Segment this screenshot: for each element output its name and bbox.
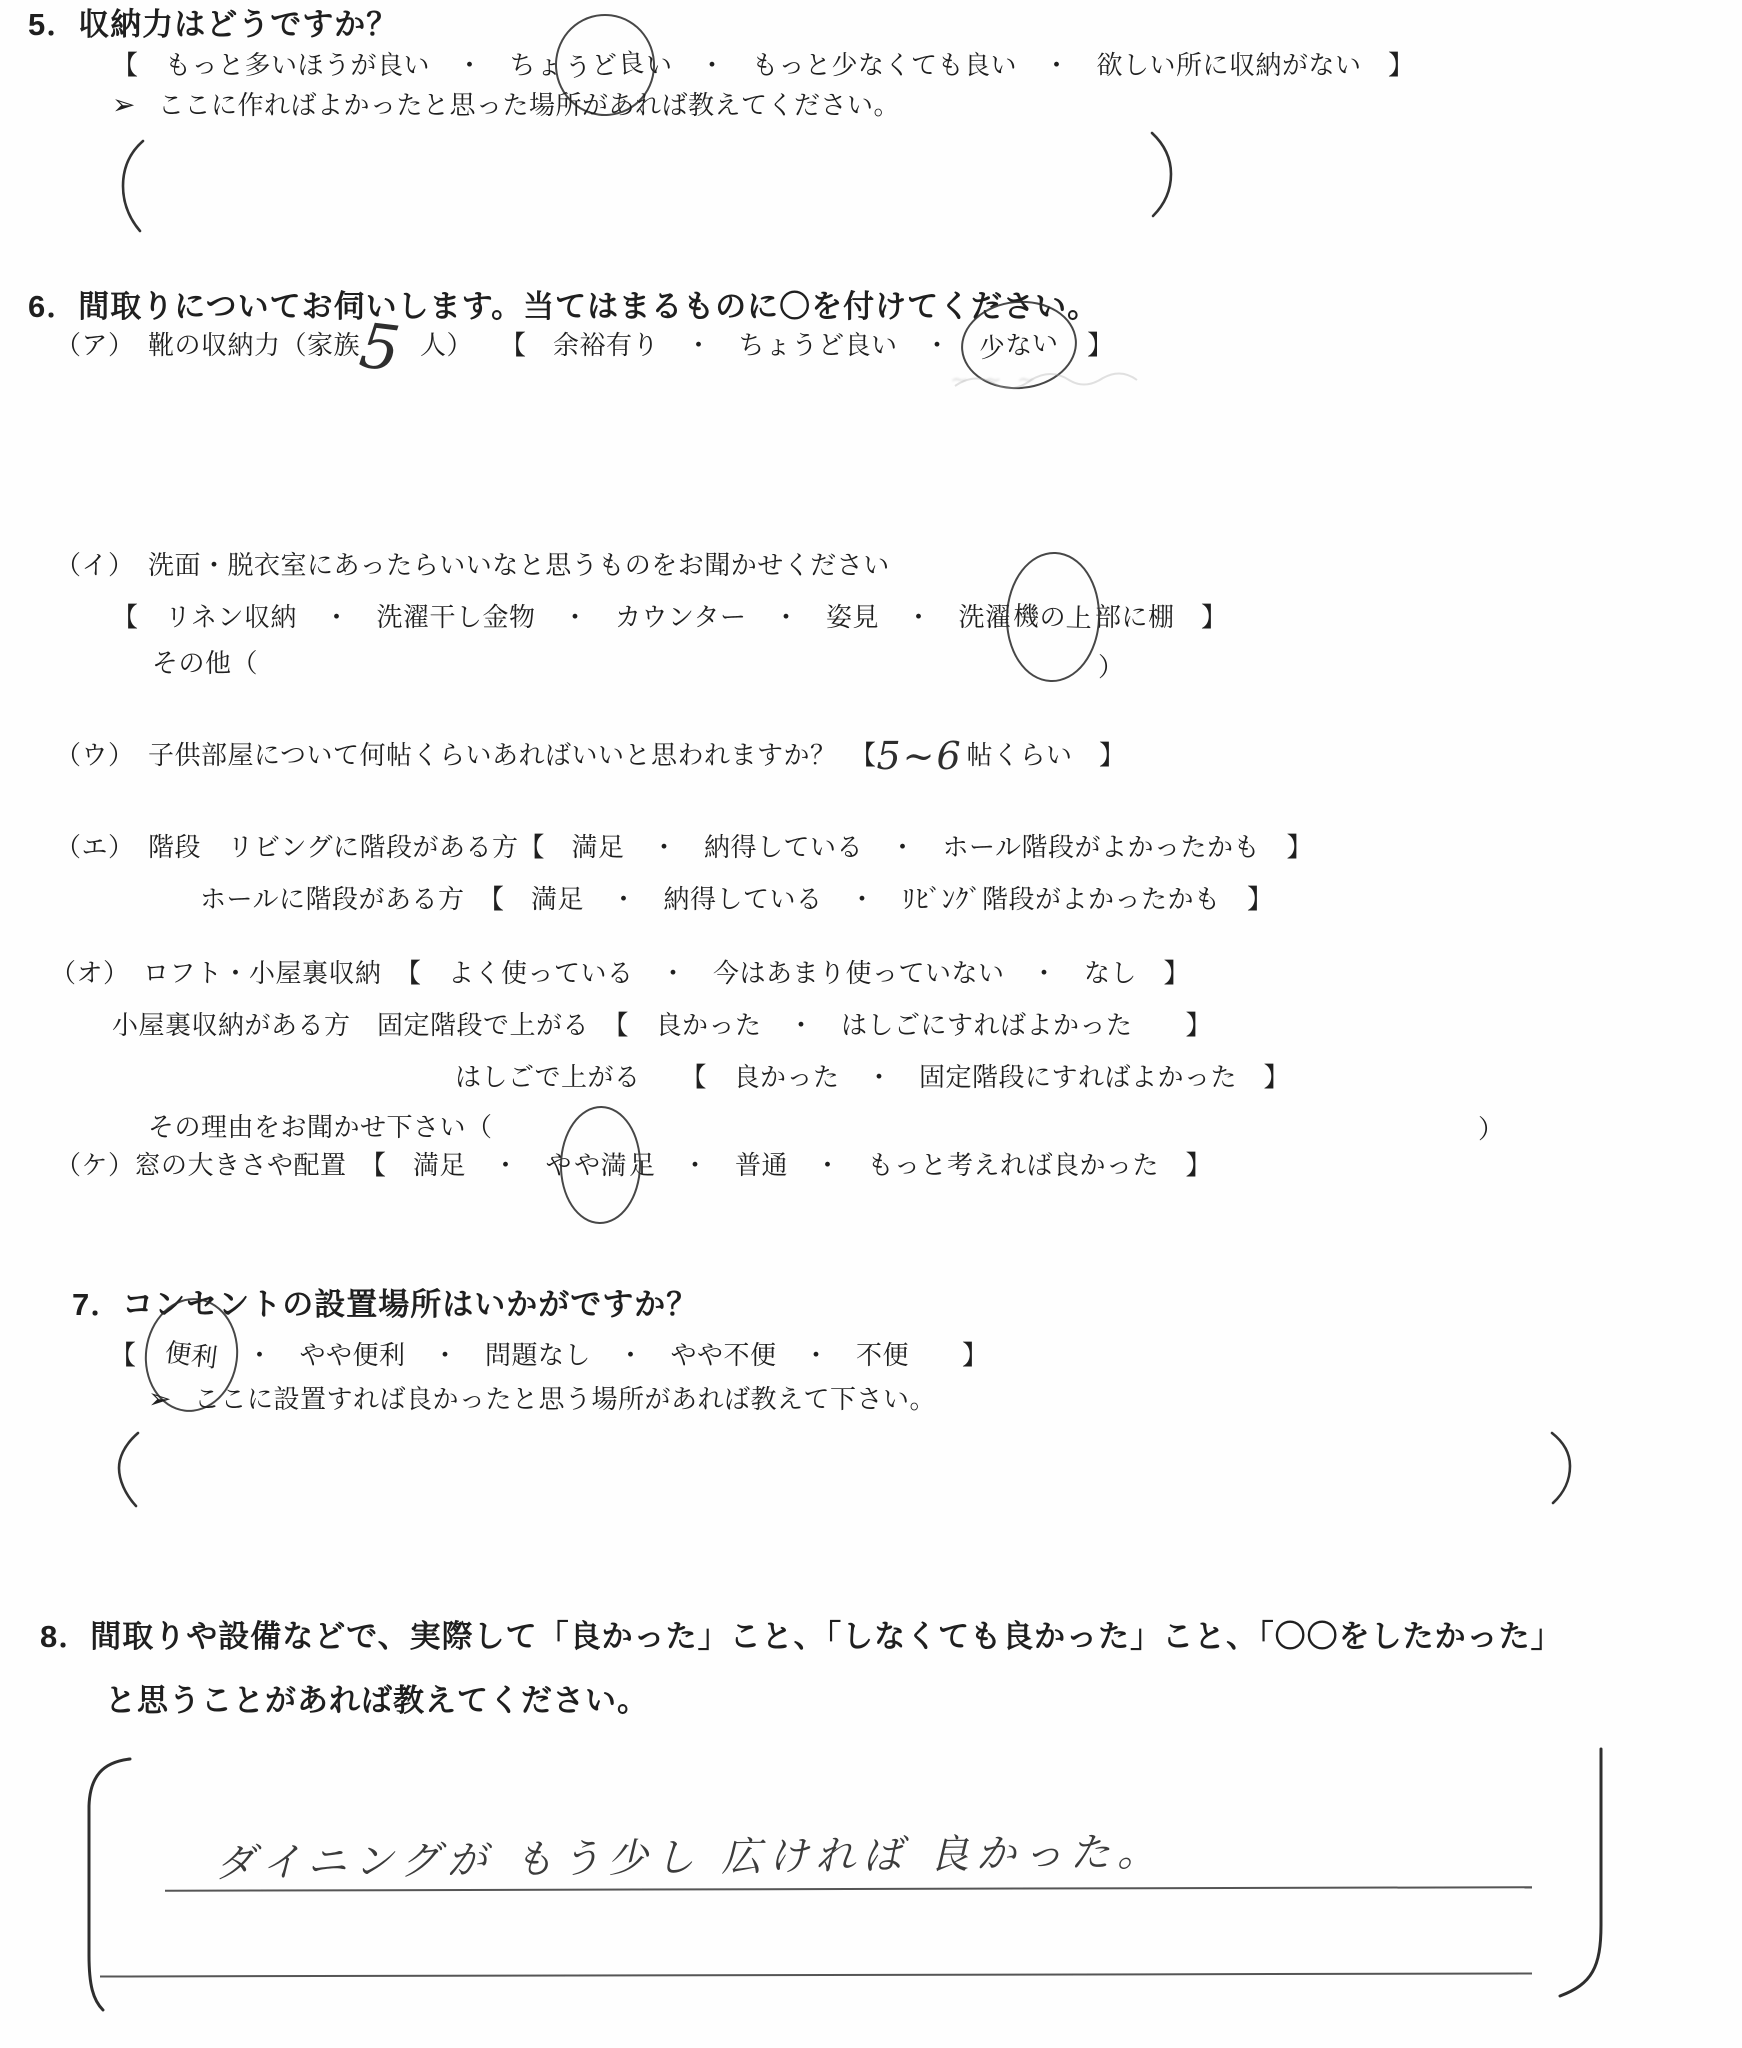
pencil-smudge: ~ ~ ~ [950,368,1040,393]
q5-options-before: 【 もっと多いほうが良い ・ ちょ [112,50,563,80]
q6ke-circle-annotation: や満 [559,1105,642,1224]
q6a-label-before: （ア） 靴の収納力（家族 [55,330,361,360]
question-6o-line2: 小屋裏収納がある方 固定階段で上がる 【 良かった ・ はしごにすればよかった 】 [112,1010,1213,1040]
question-6o-reason-close: ） [1478,1114,1505,1144]
arrow-icon: ➢ [112,89,136,120]
q7-options-before: 【 [110,1340,164,1370]
question-5-title: 5．収納力はどうですか？ [28,7,399,42]
question-8-title-line2: と思うことがあれば教えてください。 [105,1683,649,1718]
question-6o-line1: （オ） ロフト・小屋裏収納 【 よく使っている ・ 今はあまり使っていない ・ なし 】 [50,958,1191,988]
handwritten-answer: ダイニングが もう少し 広ければ 良かった。 [214,1829,1165,1887]
question-6o-line3: はしごで上がる 【 良かった ・ 固定階段にすればよかった 】 [455,1062,1291,1092]
q7-followup-text: ここに設置すれば良かったと思う場所があれば教えて下さい。 [193,1384,936,1414]
answer-bracket-left-q8 [89,1759,130,2010]
q6u-label-before: （ウ） 子供部屋について何帖くらいあればいいと思われますか？ 【 [55,740,877,770]
answer-bracket-right-q8 [1560,1749,1601,1996]
q6a-options-after: 】 [1060,330,1114,360]
question-5-options [112,46,1415,84]
question-7-title: 7．コンセントの設置場所はいかがですか？ [72,1287,699,1322]
handwritten-family-count: 5 [355,308,405,386]
answer-ruled-line [165,1886,1532,1892]
question-7-options [110,1336,989,1374]
question-6ke-row [55,1146,1212,1184]
q5-circle-annotation: うど良 [551,11,657,120]
question-6o-reason-label: その理由をお聞かせ下さい（ [148,1112,493,1142]
question-6i-other-close: ） [1098,652,1125,682]
question-6i-other-label: その他（ [152,648,259,678]
q6i-circle-annotation: 機の上 [1004,550,1102,683]
question-6e-line1: （エ） 階段 リビングに階段がある方【 満足 ・ 納得している ・ ホール階段がよかったかも 】 [55,832,1313,862]
question-5-followup [112,88,900,122]
q6ke-options-after: 足 ・ 普通 ・ もっと考えれば良かった 】 [629,1150,1213,1180]
q6a-circle-annotation: 少ない [957,296,1080,394]
question-6a-row [55,308,1114,386]
q5-followup-text: ここに作ればよかったと思った場所があれば教えてください。 [157,90,900,120]
answer-bracket-left-q5 [123,141,143,231]
q6u-label-after: 帖くらい 】 [966,740,1126,770]
q6ke-options-before: （ケ）窓の大きさや配置 【 満足 ・ や [55,1150,573,1180]
q5-options-after: い ・ もっと少なくても良い ・ 欲しい所に収納がない 】 [646,50,1415,80]
question-6i-label: （イ） 洗面・脱衣室にあったらいいなと思うものをお聞かせください [55,550,890,580]
answer-bracket-right-q5 [1152,133,1171,216]
answer-ruled-line [100,1973,1532,1978]
q7-options-after: ・ やや便利 ・ 問題なし ・ やや不便 ・ 不便 】 [220,1340,989,1370]
question-7-followup [148,1382,936,1416]
answer-bracket-right-q7 [1552,1433,1570,1503]
arrow-icon: ➢ [148,1383,172,1414]
q6a-label-after: 人） [420,330,514,360]
q7-circle-annotation: 便利 [138,1293,244,1417]
q6a-options-before: 【 余裕有り ・ ちょうど良い ・ [513,330,978,360]
question-8-title-line1: 8．間取りや設備などで、実際して「良かった」こと、「しなくても良かった」こと、「〇〇をしたかった」 [40,1619,1563,1654]
answer-bracket-left-q7 [119,1433,138,1506]
question-6u-row: （ウ） 子供部屋について何帖くらいあればいいと思われますか？ 【5~6 帖くらい 】 [55,734,1126,778]
q6i-options-after: 部に棚 】 [1094,602,1228,632]
question-6i-options [112,598,1227,636]
question-6e-line2: ホールに階段がある方 【 満足 ・ 納得している ・ ﾘﾋﾞﾝｸﾞ階段がよかったかも 】 [200,884,1274,914]
q6i-options-before: 【 リネン収納 ・ 洗濯干し金物 ・ カウンター ・ 姿見 ・ 洗濯 [112,602,1012,632]
question-6-title: 6．間取りについてお伺いします。当てはまるものに〇を付けてください。 [28,289,1100,324]
